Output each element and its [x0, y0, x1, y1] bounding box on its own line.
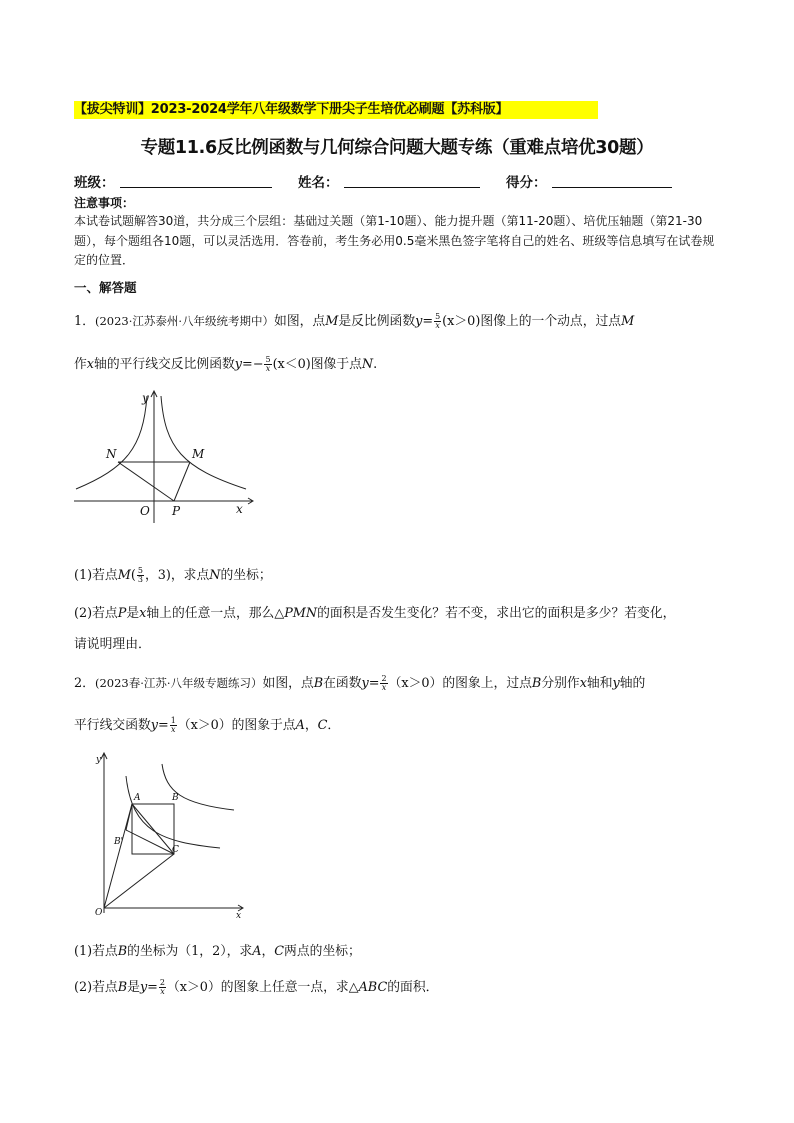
- segment-AC: [132, 804, 174, 854]
- fraction-1-over-x: $\frac{1}{x}$: [170, 716, 176, 734]
- fig2-label-C: C: [172, 845, 179, 855]
- fig2-label-x: x: [236, 911, 242, 920]
- segment-NP: [118, 462, 174, 501]
- segment-MP: [174, 462, 190, 501]
- class-label: 班级：: [74, 175, 115, 191]
- fig2-label-y: y: [96, 755, 102, 765]
- curve-y-2-over-x: [162, 764, 234, 810]
- fig2-label-A: A: [134, 793, 141, 803]
- fraction-5-over-x: $\frac{5}{x}$: [265, 355, 271, 373]
- fraction-5-over-x: $\frac{5}{x}$: [435, 312, 441, 330]
- q2-line2: 平行线交函数y= $\frac{1}{x}$ （x＞0）的图象于点A，C．: [74, 716, 341, 734]
- fig1-label-x: x: [236, 502, 243, 516]
- header-banner: 【拔尖特训】2023-2024学年八年级数学下册尖子生培优必刷题【苏科版】: [74, 101, 598, 119]
- fraction-2-over-x: $\frac{2}{x}$: [159, 978, 165, 996]
- fraction-2-over-x: $\frac{2}{x}$: [381, 674, 387, 692]
- q2-line1: 2．(2023春·江苏·八年级专题练习）如图，点B在函数y= $\frac{2}{x}$ （x＞0）的图象上，过点B分别作x轴和y轴的: [74, 674, 646, 692]
- score-label: 得分：: [506, 175, 547, 191]
- fig2-label-O: O: [95, 908, 103, 918]
- figure-1: [70, 388, 260, 528]
- segment-AB': [126, 804, 132, 830]
- q1-line1: 1．(2023·江苏泰州·八年级统考期中）如图，点M是反比例函数y= $\frac{5}{x}$ (x＞0)图像上的一个动点，过点M: [74, 312, 635, 330]
- segment-OA: [104, 804, 132, 908]
- q2-sub2: (2)若点B是y= $\frac{2}{x}$ （x＞0）的图象上任意一点，求△ABC的面积．: [74, 978, 439, 996]
- notes-body: 本试卷试题解答30道，共分成三个层组：基础过关题（第1-10题）、能力提升题（第11-20题）、培优压轴题（第21-30题），每个题组各10题，可以灵活选用．答卷前，考生务必用0.5毫米黑色签字笔将自己的姓名、班级等信息填写在试卷规定的位置．: [74, 214, 715, 267]
- fig1-label-M: M: [192, 447, 205, 461]
- name-field[interactable]: [344, 187, 480, 188]
- segment-B'C: [126, 830, 174, 854]
- q1-sub1: (1)若点M( $\frac{5}{3}$ ，3)，求点N的坐标；: [74, 566, 272, 584]
- fig1-label-N: N: [106, 447, 117, 461]
- page-title: 专题11.6反比例函数与几何综合问题大题专练（重难点培优30题）: [140, 138, 654, 158]
- segment-OC: [104, 854, 174, 908]
- section-heading: 一、解答题: [74, 280, 137, 295]
- notes-heading: 注意事项：: [74, 196, 135, 210]
- name-label: 姓名：: [298, 175, 339, 191]
- fig1-label-y: y: [142, 391, 149, 405]
- q1-sub2: (2)若点P是x轴上的任意一点，那么△PMN的面积是否发生变化？若不变，求出它的面积是多少？若变化，: [74, 606, 676, 621]
- fig1-label-O: O: [140, 504, 150, 518]
- score-field[interactable]: [552, 187, 672, 188]
- figure-2: [90, 748, 250, 920]
- q2-sub1: (1)若点B的坐标为（1，2），求A，C两点的坐标；: [74, 944, 361, 959]
- fig2-label-B: B: [172, 793, 179, 803]
- curve-right: [161, 396, 246, 489]
- q1-line2: 作x轴的平行线交反比例函数y=− $\frac{5}{x}$ (x＜0)图像于点N.: [74, 355, 378, 373]
- class-field[interactable]: [120, 187, 272, 188]
- fig2-label-Bprime: B': [114, 837, 124, 847]
- q1-sub2-cont: 请说明理由．: [74, 637, 151, 652]
- fig1-label-P: P: [172, 504, 181, 518]
